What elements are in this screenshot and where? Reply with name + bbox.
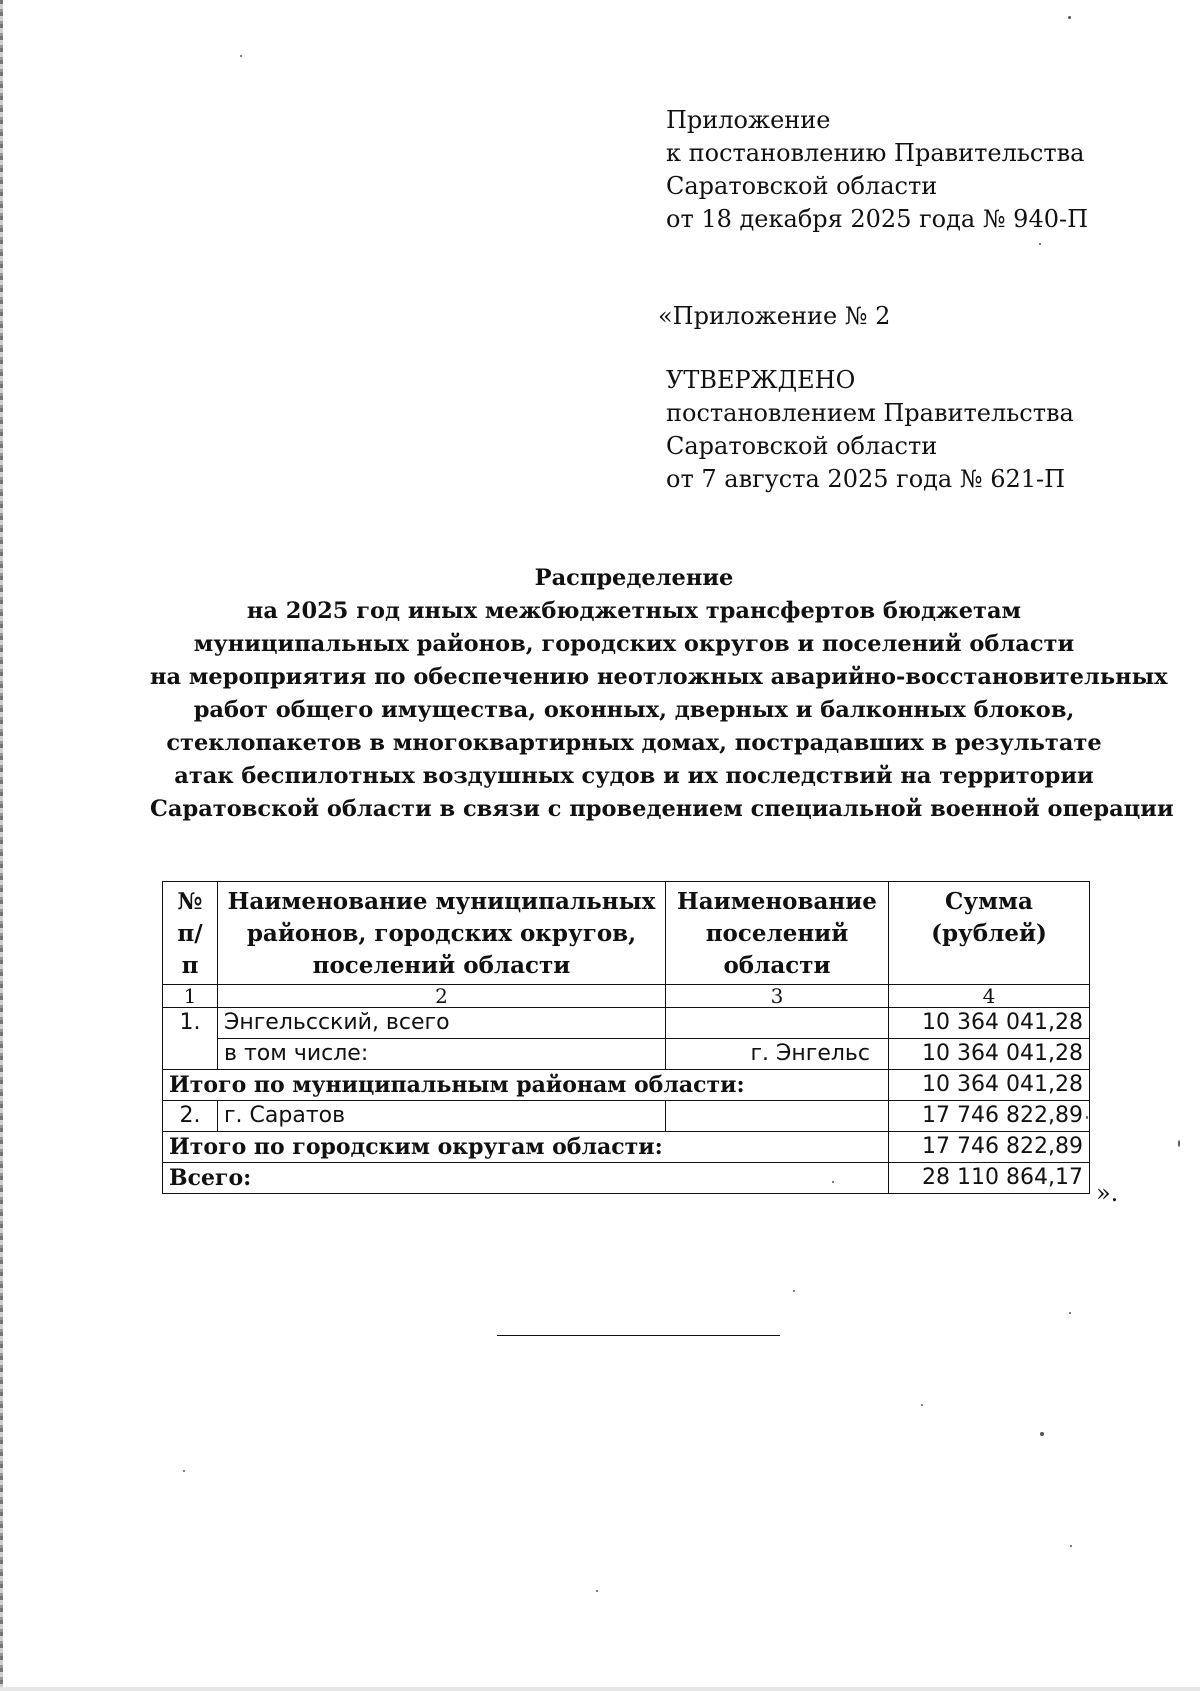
sum-value: 10 364 041,28 bbox=[889, 1008, 1090, 1039]
title-line: стеклопакетов в многоквартирных домах, пострадавших в результате bbox=[166, 730, 1102, 756]
scan-speck bbox=[596, 1590, 598, 1592]
appendix-header-line: к постановлению Правительства bbox=[666, 139, 1085, 167]
scan-speck bbox=[1040, 1432, 1044, 1436]
scan-speck bbox=[1178, 1140, 1180, 1147]
municipality-name: в том числе: bbox=[218, 1039, 666, 1070]
title-line: на 2025 год иных межбюджетных трансфертов бюджетам bbox=[246, 598, 1022, 624]
appendix-header-line: от 18 декабря 2025 года № 940-П bbox=[666, 205, 1089, 233]
settlement-name bbox=[666, 1008, 889, 1039]
column-number-row bbox=[163, 985, 1090, 1008]
subtotal-okrugs-sum: 17 746 822,89 bbox=[889, 1132, 1090, 1163]
appendix-header bbox=[666, 104, 1088, 236]
appendix-number-label: «Приложение № 2 bbox=[658, 302, 891, 330]
sum-value: 10 364 041,28 bbox=[889, 1039, 1090, 1070]
grand-total-row bbox=[163, 1163, 1090, 1194]
scan-speck bbox=[832, 1181, 834, 1183]
row-number: 2. bbox=[163, 1101, 218, 1132]
header-number: № п/п bbox=[163, 882, 218, 985]
grand-total-sum: 28 110 864,17 bbox=[889, 1163, 1090, 1194]
title-line: Распределение bbox=[534, 565, 734, 591]
table-header-row bbox=[163, 882, 1090, 985]
column-number: 1 bbox=[163, 985, 218, 1008]
header-municipality: Наименование муниципальных районов, городских округов, поселений области bbox=[218, 882, 666, 985]
grand-total-label: Всего: bbox=[163, 1163, 889, 1194]
appendix-header-line: Саратовской области bbox=[666, 172, 938, 200]
header-settlement: Наименование поселений области bbox=[666, 882, 889, 985]
appendix-header-line: Приложение bbox=[666, 106, 831, 134]
scan-speck bbox=[183, 1470, 185, 1472]
document-title bbox=[150, 562, 1174, 826]
row-number: 1. bbox=[163, 1008, 218, 1039]
title-line: атак беспилотных воздушных судов и их последствий на территории bbox=[174, 763, 1094, 789]
approval-line: Саратовской области bbox=[666, 432, 938, 460]
municipality-name: Энгельсский, всего bbox=[218, 1008, 666, 1039]
approval-line: УТВЕРЖДЕНО bbox=[666, 366, 856, 394]
title-line: на мероприятия по обеспечению неотложных аварийно-восстановительных bbox=[150, 664, 1168, 690]
subtotal-districts-label: Итого по муниципальным районам области: bbox=[163, 1070, 889, 1101]
table-row bbox=[163, 1039, 1090, 1070]
row-number-empty bbox=[163, 1039, 218, 1070]
table-row bbox=[163, 1101, 1090, 1132]
scan-speck bbox=[1086, 1116, 1088, 1119]
scan-speck bbox=[240, 55, 242, 57]
scan-speck bbox=[921, 1404, 923, 1406]
scan-speck bbox=[1070, 1545, 1072, 1547]
settlement-name bbox=[666, 1101, 889, 1132]
municipality-name: г. Саратов bbox=[218, 1101, 666, 1132]
title-line: Саратовской области в связи с проведением специальной военной операции bbox=[150, 796, 1174, 822]
scan-speck bbox=[1069, 1312, 1071, 1314]
header-sum: Сумма (рублей) bbox=[889, 882, 1090, 985]
subtotal-okrugs-label: Итого по городским округам области: bbox=[163, 1132, 889, 1163]
approval-block bbox=[666, 364, 1074, 496]
scan-speck bbox=[1039, 243, 1041, 245]
subtotal-districts-sum: 10 364 041,28 bbox=[889, 1070, 1090, 1101]
distribution-table bbox=[162, 881, 1090, 1194]
end-of-document-rule bbox=[497, 1335, 780, 1336]
table-row bbox=[163, 1008, 1090, 1039]
approval-line: постановлением Правительства bbox=[666, 399, 1074, 427]
approval-line: от 7 августа 2025 года № 621-П bbox=[666, 465, 1066, 493]
sum-value: 17 746 822,89 bbox=[889, 1101, 1090, 1132]
column-number: 2 bbox=[218, 985, 666, 1008]
subtotal-row bbox=[163, 1132, 1090, 1163]
scan-speck bbox=[1068, 16, 1071, 19]
column-number: 3 bbox=[666, 985, 889, 1008]
title-line: муниципальных районов, городских округов и поселений области bbox=[193, 631, 1075, 657]
title-line: работ общего имущества, оконных, дверных и балконных блоков, bbox=[193, 697, 1075, 723]
scan-edge-bottom bbox=[0, 1687, 1200, 1691]
closing-quote: ». bbox=[1096, 1179, 1119, 1207]
column-number: 4 bbox=[889, 985, 1090, 1008]
subtotal-row bbox=[163, 1070, 1090, 1101]
settlement-name: г. Энгельс bbox=[666, 1039, 889, 1070]
scan-speck bbox=[793, 1290, 795, 1292]
scan-edge-left bbox=[0, 0, 3, 1691]
